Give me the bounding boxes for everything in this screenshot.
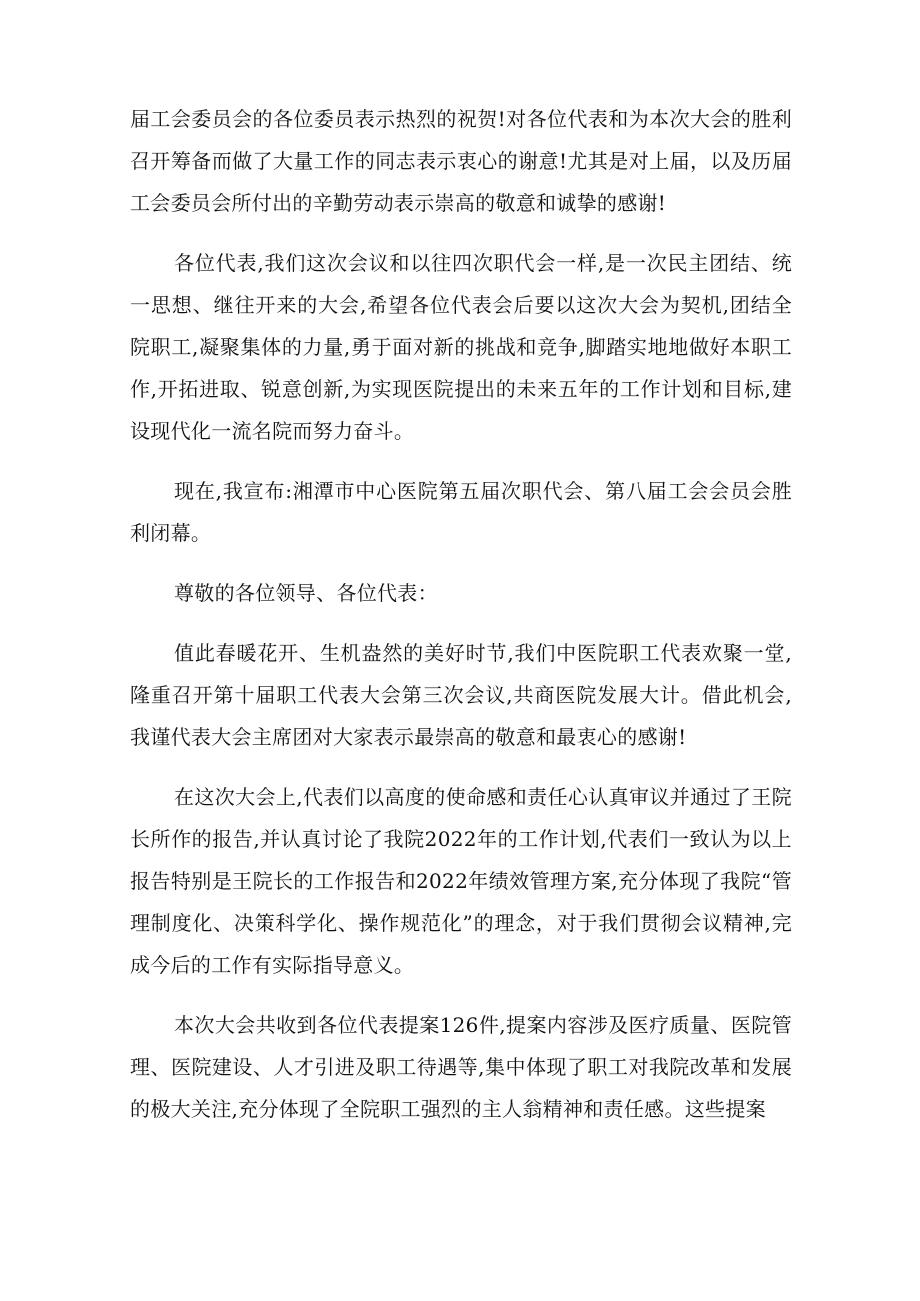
paragraph-7: 本次大会共收到各位代表提案126件,提案内容涉及医疗质量、医院管理、医院建设、人才引进及职工待遇等,集中体现了职工对我院改革和发展的极大关注,充分体现了全院职工强烈的主人翁精神和责任感。这些提案 xyxy=(130,1013,792,1121)
paragraph-5: 值此春暖花开、生机盎然的美好时节,我们中医院职工代表欢聚一堂,隆重召开第十届职工代表大会第三次会议,共商医院发展大计。借此机会,我谨代表大会主席团对大家表示最崇高的敬意和最衷心的感谢! xyxy=(130,641,792,749)
paragraph-4: 尊敬的各位领导、各位代表： xyxy=(174,581,438,605)
paragraph-1: 届工会委员会的各位委员表示热烈的祝贺!对各位代表和为本次大会的胜利召开筹备而做了大量工作的同志表示衷心的谢意!尤其是对上届，以及历届工会委员会所付出的辛勤劳动表示崇高的敬意和诚挚的感谢! xyxy=(130,107,792,215)
paragraph-3: 现在,我宣布:湘潭市中心医院第五届次职代会、第八届工会会员会胜利闭幕。 xyxy=(130,479,792,545)
paragraph-2: 各位代表,我们这次会议和以往四次职代会一样,是一次民主团结、统一思想、继往开来的大会,希望各位代表会后要以这次大会为契机,团结全院职工,凝聚集体的力量,勇于面对新的挑战和竞争,脚踏实地地做好本职工作,开拓进取、锐意创新,为实现医院提出的未来五年的工作计划和目标,建设现代化一流名院而努力奋斗。 xyxy=(130,251,792,443)
document-body xyxy=(130,98,792,1148)
paragraph-6: 在这次大会上,代表们以高度的使命感和责任心认真审议并通过了王院长所作的报告,并认真讨论了我院2022年的工作计划,代表们一致认为以上报告特别是王院长的工作报告和2022年绩效管理方案,充分体现了我院“管理制度化、决策科学化、操作规范化”的理念，对于我们贯彻会议精神,完成今后的工作有实际指导意义。 xyxy=(130,785,792,977)
